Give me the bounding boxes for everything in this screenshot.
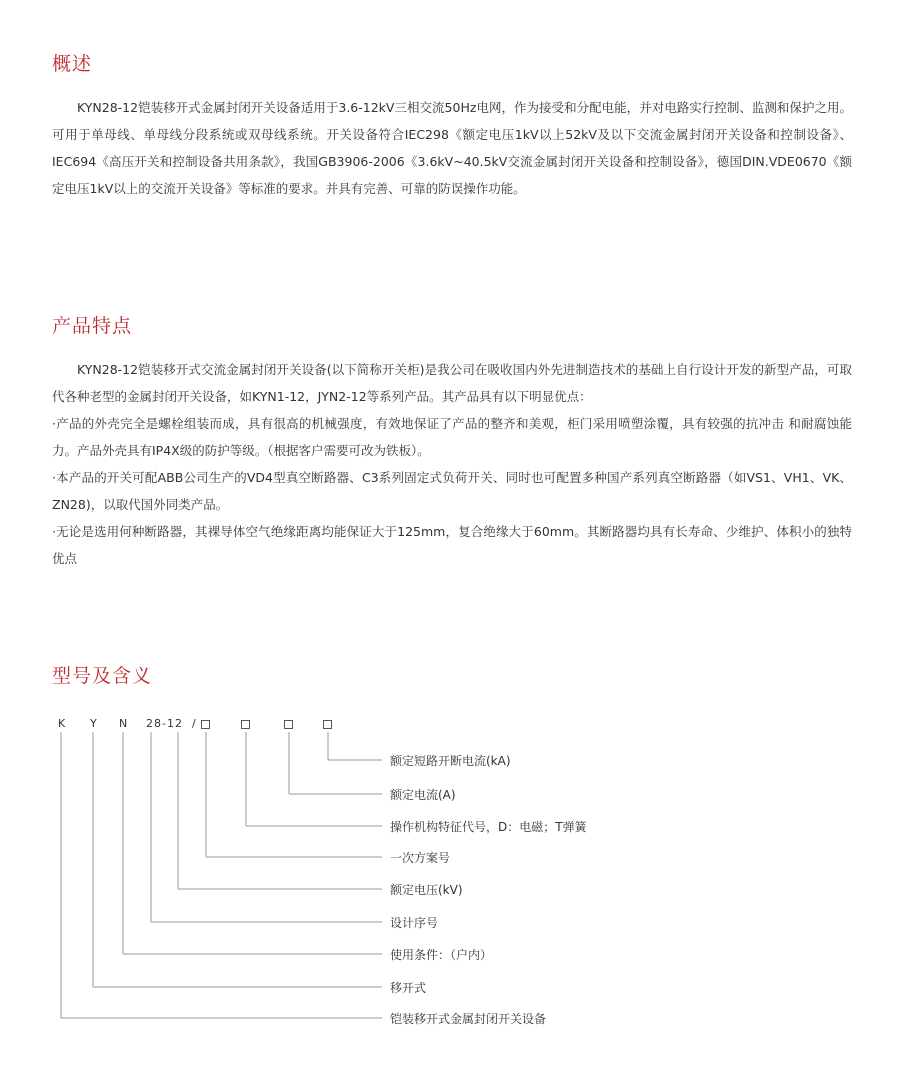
overview-title: 概述 (52, 53, 93, 75)
features-intro: KYN28-12铠装移开式交流金属封闭开关设备(以下简称开关柜)是我公司在吸收国内外先进制造技术的基础上自行设计开发的新型产品，可取代各种老型的金属封闭开关设备，如KYN1-12，JYN2-12等系列产品。其产品具有以下明显优点： (52, 362, 852, 404)
meaning-design-number: 设计序号 (390, 916, 439, 930)
feature-point: ·产品的外壳完全是螺栓组装而成，具有很高的机械强度，有效地保证了产品的整齐和美观，柜门采用喷塑涂覆，具有较强的抗冲击 和耐腐蚀能力。产品外壳具有IP4X级的防护等级。（根据客户需要可改为铁板）。 (52, 416, 852, 458)
code-slash: / (192, 717, 196, 730)
feature-point: ·本产品的开关可配ABB公司生产的VD4型真空断路器、C3系列固定式负荷开关、同时也可配置多种国产系列真空断路器（如VS1、VH1、VK、ZN28)，以取代国外同类产品。 (52, 470, 852, 512)
code-letter-k: K (58, 717, 66, 730)
code-letter-n: N (119, 717, 128, 730)
meaning-scheme-number: 一次方案号 (390, 851, 451, 865)
meaning-armored-switchgear: 铠装移开式金属封闭开关设备 (390, 1012, 547, 1026)
features-text (52, 356, 852, 572)
overview-paragraph: KYN28-12铠装移开式金属封闭开关设备适用于3.6-12kV三相交流50Hz电网，作为接受和分配电能，并对电路实行控制、监测和保护之用。可用于单母线、单母线分段系统或双母线系统。开关设备符合IEC298《额定电压1kV以上52kV及以下交流金属封闭开关设备和控制设备》、IEC694《高压开关和控制设备共用条款》，我国GB3906-2006《3.6kV~40.5kV交流金属封闭开关设备和控制设备》，德国DIN.VDE0670《额定电压1kV以上的交流开关设备》等标准的要求。并具有完善、可靠的防误操作功能。 (52, 100, 852, 196)
meaning-usage-condition: 使用条件：（户内） (390, 948, 493, 962)
code-design-number: 28-12 (146, 717, 183, 730)
features-title: 产品特点 (52, 315, 133, 337)
meaning-withdrawable: 移开式 (390, 981, 427, 995)
meaning-breaking-current: 额定短路开断电流(kA) (390, 754, 511, 768)
model-designation-diagram (0, 705, 900, 1065)
meaning-rated-current: 额定电流(A) (390, 788, 456, 802)
meaning-rated-voltage: 额定电压(kV) (390, 883, 463, 897)
feature-point: ·无论是选用何种断路器，其裸导体空气绝缘距离均能保证大于125mm，复合绝缘大于60mm。其断路器均具有长寿命、少维护、体积小的独特优点 (52, 524, 852, 566)
model-title: 型号及含义 (52, 665, 153, 687)
code-letter-y: Y (90, 717, 97, 730)
meaning-mechanism-code: 操作机构特征代号，D：电磁；T弹簧 (390, 820, 587, 834)
overview-text (52, 94, 852, 202)
